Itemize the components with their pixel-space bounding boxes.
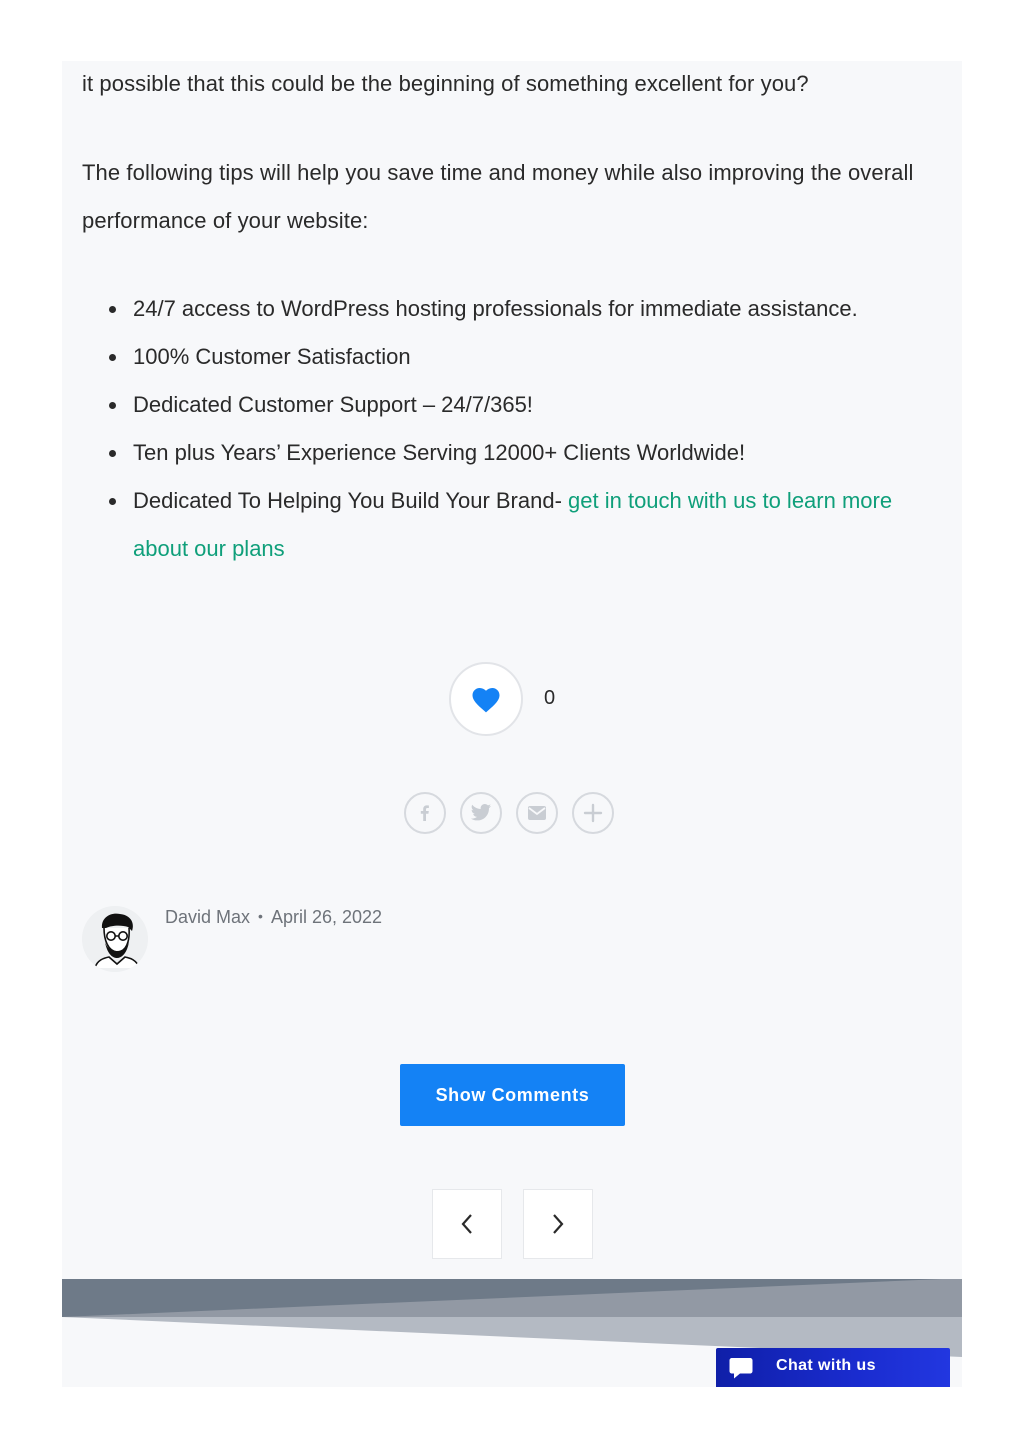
share-email-button[interactable] xyxy=(516,792,558,834)
post-date: April 26, 2022 xyxy=(270,907,383,927)
post-meta xyxy=(165,907,382,928)
list-item xyxy=(82,477,942,573)
chat-widget-button[interactable] xyxy=(716,1348,950,1387)
avatar-illustration xyxy=(82,906,148,972)
like-count: 0 xyxy=(544,687,556,709)
meta-separator: • xyxy=(258,908,263,924)
author-avatar[interactable] xyxy=(82,906,148,972)
plus-icon xyxy=(583,803,603,823)
twitter-icon xyxy=(470,803,492,823)
previous-post-button[interactable] xyxy=(432,1189,502,1259)
like-button[interactable] xyxy=(449,662,523,736)
article-paragraph-tips: The following tips will help you save time and money while also improving the overall performance of your website: xyxy=(82,160,914,233)
chevron-left-icon xyxy=(460,1213,474,1235)
show-comments-button[interactable]: Show Comments xyxy=(400,1064,625,1126)
email-icon xyxy=(527,805,547,821)
list-item: 24/7 access to WordPress hosting professionals for immediate assistance. xyxy=(82,285,942,333)
share-more-button[interactable] xyxy=(572,792,614,834)
share-facebook-button[interactable] xyxy=(404,792,446,834)
list-item-text: Dedicated To Helping You Build Your Brand- xyxy=(133,488,569,513)
chat-label: Chat with us xyxy=(776,1357,876,1374)
heart-icon xyxy=(471,686,501,713)
list-item: Dedicated Customer Support – 24/7/365! xyxy=(82,381,942,429)
chat-bubble-icon xyxy=(728,1356,754,1380)
facebook-icon xyxy=(415,803,435,823)
next-post-button[interactable] xyxy=(523,1189,593,1259)
article-paragraph-intro: it possible that this could be the beginning of something excellent for you? xyxy=(82,71,809,96)
benefits-list xyxy=(82,285,942,573)
footer-divider-shape xyxy=(62,1279,962,1359)
list-item: Ten plus Years’ Experience Serving 12000+ Clients Worldwide! xyxy=(82,429,942,477)
article-card xyxy=(62,61,962,1387)
chevron-right-icon xyxy=(551,1213,565,1235)
share-twitter-button[interactable] xyxy=(460,792,502,834)
contact-plans-link[interactable]: get in touch with us to learn more about our plans xyxy=(133,488,893,561)
author-name[interactable]: David Max xyxy=(165,907,251,927)
list-item: 100% Customer Satisfaction xyxy=(82,333,942,381)
